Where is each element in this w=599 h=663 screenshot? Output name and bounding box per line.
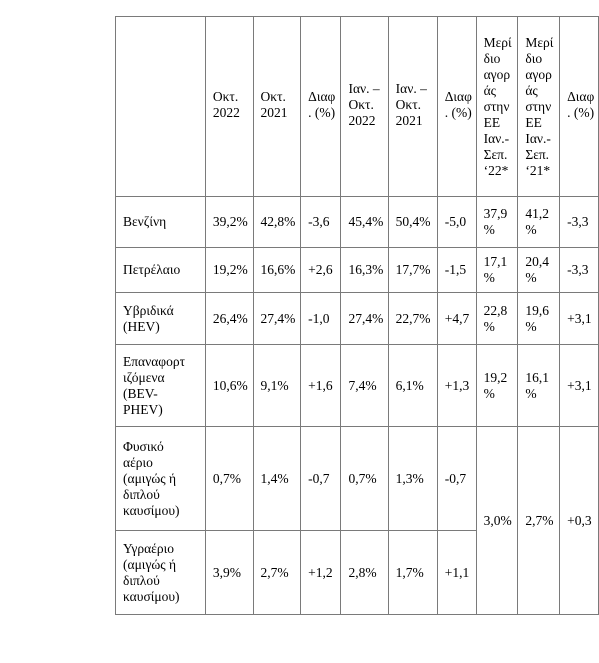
cell-jan-oct-2022: 7,4% [341, 345, 388, 427]
cell-diff-ytd: -5,0 [437, 197, 476, 248]
cell-jan-oct-2021: 1,7% [388, 531, 437, 615]
cell-jan-oct-2021: 6,1% [388, 345, 437, 427]
header-jan-oct-2022: Ιαν. – Οκτ. 2022 [341, 17, 388, 197]
cell-jan-oct-2022: 45,4% [341, 197, 388, 248]
header-jan-oct-2021: Ιαν. – Οκτ. 2021 [388, 17, 437, 197]
header-oct-2022: Οκτ. 2022 [205, 17, 253, 197]
cell-eu-share-2022: 19,2 % [476, 345, 518, 427]
cell-oct-2021: 42,8% [253, 197, 301, 248]
cell-eu-share-2021: 41,2 % [518, 197, 560, 248]
cell-oct-2022: 26,4% [205, 293, 253, 345]
header-empty-cell [116, 17, 206, 197]
cell-oct-2022: 3,9% [205, 531, 253, 615]
row-label: Βενζίνη [116, 197, 206, 248]
cell-eu-share-2021: 20,4 % [518, 248, 560, 293]
row-plugin [116, 345, 599, 427]
cell-eu-share-2022-gas-combined: 3,0% [476, 427, 518, 615]
cell-oct-2021: 16,6% [253, 248, 301, 293]
cell-jan-oct-2021: 1,3% [388, 427, 437, 531]
cell-diff-ytd: -0,7 [437, 427, 476, 531]
cell-jan-oct-2021: 22,7% [388, 293, 437, 345]
row-label: Φυσικό αέριο (αμιγώς ή διπλού καυσίμου) [116, 427, 206, 531]
row-natural-gas [116, 427, 599, 531]
cell-diff-ytd: +4,7 [437, 293, 476, 345]
row-label: Υβριδικά (HEV) [116, 293, 206, 345]
cell-diff-month: +1,6 [301, 345, 341, 427]
cell-jan-oct-2022: 2,8% [341, 531, 388, 615]
cell-oct-2022: 39,2% [205, 197, 253, 248]
cell-diff-ytd: +1,1 [437, 531, 476, 615]
cell-diff-ytd: -1,5 [437, 248, 476, 293]
cell-diff-month: +1,2 [301, 531, 341, 615]
cell-oct-2022: 10,6% [205, 345, 253, 427]
cell-diff-month: -0,7 [301, 427, 341, 531]
header-oct-2021: Οκτ. 2021 [253, 17, 301, 197]
cell-oct-2021: 1,4% [253, 427, 301, 531]
row-label: Πετρέλαιο [116, 248, 206, 293]
row-diesel [116, 248, 599, 293]
header-diff-ytd: Διαφ . (%) [437, 17, 476, 197]
row-hybrid [116, 293, 599, 345]
cell-oct-2021: 27,4% [253, 293, 301, 345]
cell-diff-eu: +3,1 [560, 345, 599, 427]
cell-eu-share-2021-gas-combined: 2,7% [518, 427, 560, 615]
cell-jan-oct-2022: 27,4% [341, 293, 388, 345]
row-label: Υγραέριο (αμιγώς ή διπλού καυσίμου) [116, 531, 206, 615]
cell-jan-oct-2021: 50,4% [388, 197, 437, 248]
header-diff-month: Διαφ . (%) [301, 17, 341, 197]
row-label: Επαναφορτ ιζόμενα (BEV- PHEV) [116, 345, 206, 427]
cell-diff-month: -3,6 [301, 197, 341, 248]
row-petrol [116, 197, 599, 248]
cell-diff-eu: -3,3 [560, 248, 599, 293]
cell-diff-month: -1,0 [301, 293, 341, 345]
cell-jan-oct-2022: 0,7% [341, 427, 388, 531]
cell-diff-eu-gas-combined: +0,3 [560, 427, 599, 615]
header-row [116, 17, 599, 197]
cell-eu-share-2022: 22,8 % [476, 293, 518, 345]
cell-oct-2022: 19,2% [205, 248, 253, 293]
cell-jan-oct-2021: 17,7% [388, 248, 437, 293]
header-eu-share-2021: Μερί διο αγορ άς στην ΕΕ Ιαν.- Σεπ. ‘21* [518, 17, 560, 197]
cell-eu-share-2022: 37,9 % [476, 197, 518, 248]
cell-eu-share-2021: 16,1 % [518, 345, 560, 427]
cell-diff-month: +2,6 [301, 248, 341, 293]
cell-diff-ytd: +1,3 [437, 345, 476, 427]
cell-oct-2021: 9,1% [253, 345, 301, 427]
cell-diff-eu: +3,1 [560, 293, 599, 345]
cell-oct-2022: 0,7% [205, 427, 253, 531]
cell-oct-2021: 2,7% [253, 531, 301, 615]
header-eu-share-2022: Μερί διο αγορ άς στην ΕΕ Ιαν.- Σεπ. ‘22* [476, 17, 518, 197]
header-diff-eu: Διαφ . (%) [560, 17, 599, 197]
cell-eu-share-2022: 17,1 % [476, 248, 518, 293]
cell-eu-share-2021: 19,6 % [518, 293, 560, 345]
cell-diff-eu: -3,3 [560, 197, 599, 248]
cell-jan-oct-2022: 16,3% [341, 248, 388, 293]
fuel-market-share-table [115, 16, 599, 615]
